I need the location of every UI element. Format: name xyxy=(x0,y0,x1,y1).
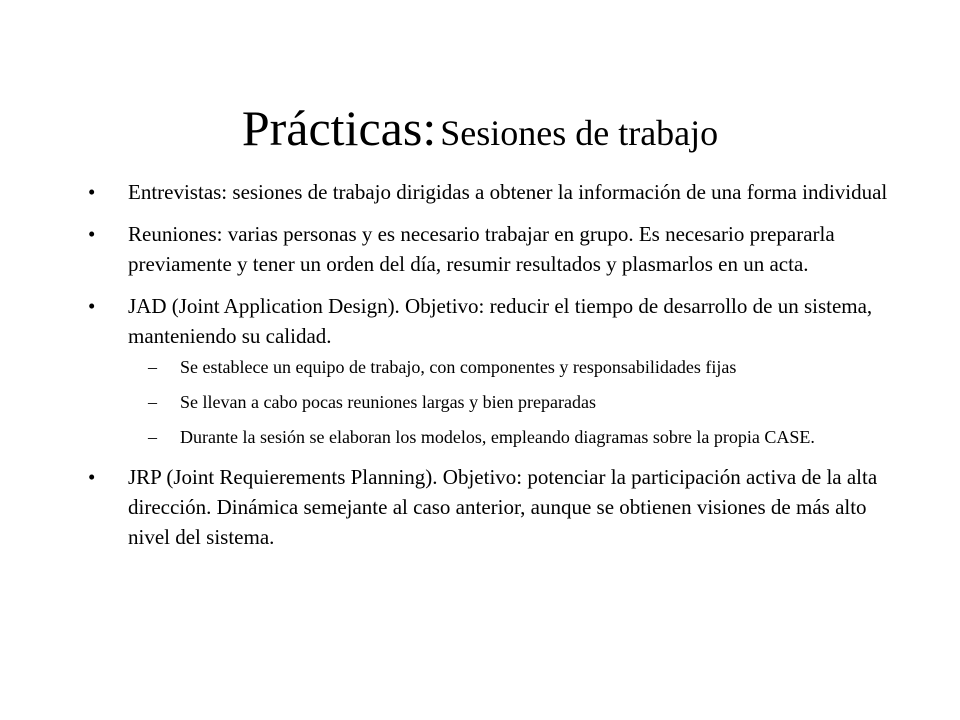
sub-mark: – xyxy=(148,427,157,447)
bullet-text: Entrevistas: sesiones de trabajo dirigidas a obtener la información de una forma individual xyxy=(128,180,888,204)
sub-item xyxy=(148,355,888,380)
bullet-entrevistas xyxy=(88,177,888,207)
sub-item xyxy=(148,425,888,450)
bullet-list xyxy=(88,177,888,564)
sub-text: Se establece un equipo de trabajo, con componentes y responsabilidades fijas xyxy=(180,357,737,377)
bullet-mark: • xyxy=(88,465,96,489)
sub-mark: – xyxy=(148,357,157,377)
bullet-jrp xyxy=(88,462,888,552)
bullet-jad xyxy=(88,291,888,450)
jad-sub-list xyxy=(128,355,888,450)
bullet-text: Reuniones: varias personas y es necesario trabajar en grupo. Es necesario prepararla previamente y tener un orden del día, resumir resultados y plasmarlos en un acta. xyxy=(128,222,835,276)
bullet-reuniones xyxy=(88,219,888,279)
bullet-mark: • xyxy=(88,180,96,204)
title-sub: Sesiones de trabajo xyxy=(440,113,719,153)
bullet-text: JAD (Joint Application Design). Objetivo: reducir el tiempo de desarrollo de un sistema, manteniendo su calidad. xyxy=(128,294,873,348)
bullet-mark: • xyxy=(88,222,96,246)
title-main: Prácticas: xyxy=(241,100,437,156)
slide-title xyxy=(0,98,960,171)
sub-text: Durante la sesión se elaboran los modelos, empleando diagramas sobre la propia CASE. xyxy=(180,427,815,447)
sub-mark: – xyxy=(148,392,157,412)
sub-text: Se llevan a cabo pocas reuniones largas y bien preparadas xyxy=(180,392,597,412)
bullet-mark: • xyxy=(88,294,96,318)
bullet-text: JRP (Joint Requierements Planning). Objetivo: potenciar la participación activa de la alta dirección. Dinámica semejante al caso anterior, aunque se obtienen visiones de más alto nivel del sistema. xyxy=(128,465,878,549)
sub-item xyxy=(148,390,888,415)
